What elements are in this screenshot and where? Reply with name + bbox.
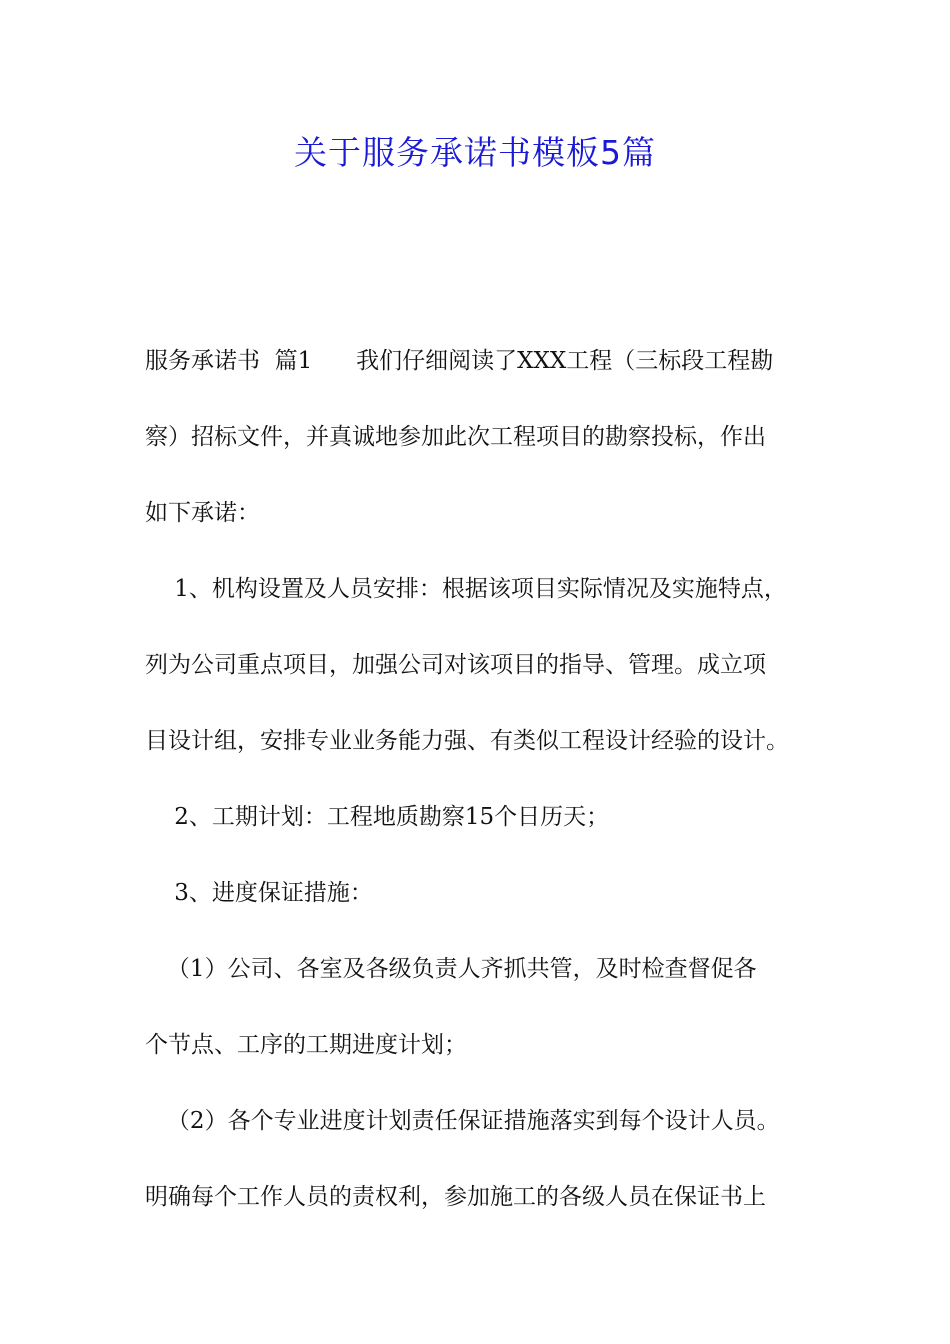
- body-line: 1、机构设置及人员安排：根据该项目实际情况及实施特点，: [145, 576, 787, 602]
- document-body: [145, 336, 815, 1248]
- body-line: 3、进度保证措施：: [145, 880, 373, 906]
- body-line: 目设计组，安排专业业务能力强、有类似工程设计经验的设计。: [145, 728, 789, 754]
- body-line: 列为公司重点项目，加强公司对该项目的指导、管理。成立项: [145, 652, 766, 678]
- document-title: 关于服务承诺书模板5篇: [294, 133, 656, 172]
- body-line: 如下承诺：: [145, 500, 260, 526]
- body-line: 明确每个工作人员的责权利，参加施工的各级人员在保证书上: [145, 1184, 766, 1210]
- body-line: （1）公司、各室及各级负责人齐抓共管，及时检查督促各: [145, 956, 757, 982]
- body-line: （2）各个专业进度计划责任保证措施落实到每个设计人员。: [145, 1108, 780, 1134]
- body-line: 2、工期计划：工程地质勘察15个日历天；: [145, 804, 610, 830]
- body-line: 服务承诺书 篇1 我们仔细阅读了XXX工程（三标段工程勘: [145, 348, 774, 374]
- body-line: 察）招标文件，并真诚地参加此次工程项目的勘察投标，作出: [145, 424, 766, 450]
- body-line: 个节点、工序的工期进度计划；: [145, 1032, 467, 1058]
